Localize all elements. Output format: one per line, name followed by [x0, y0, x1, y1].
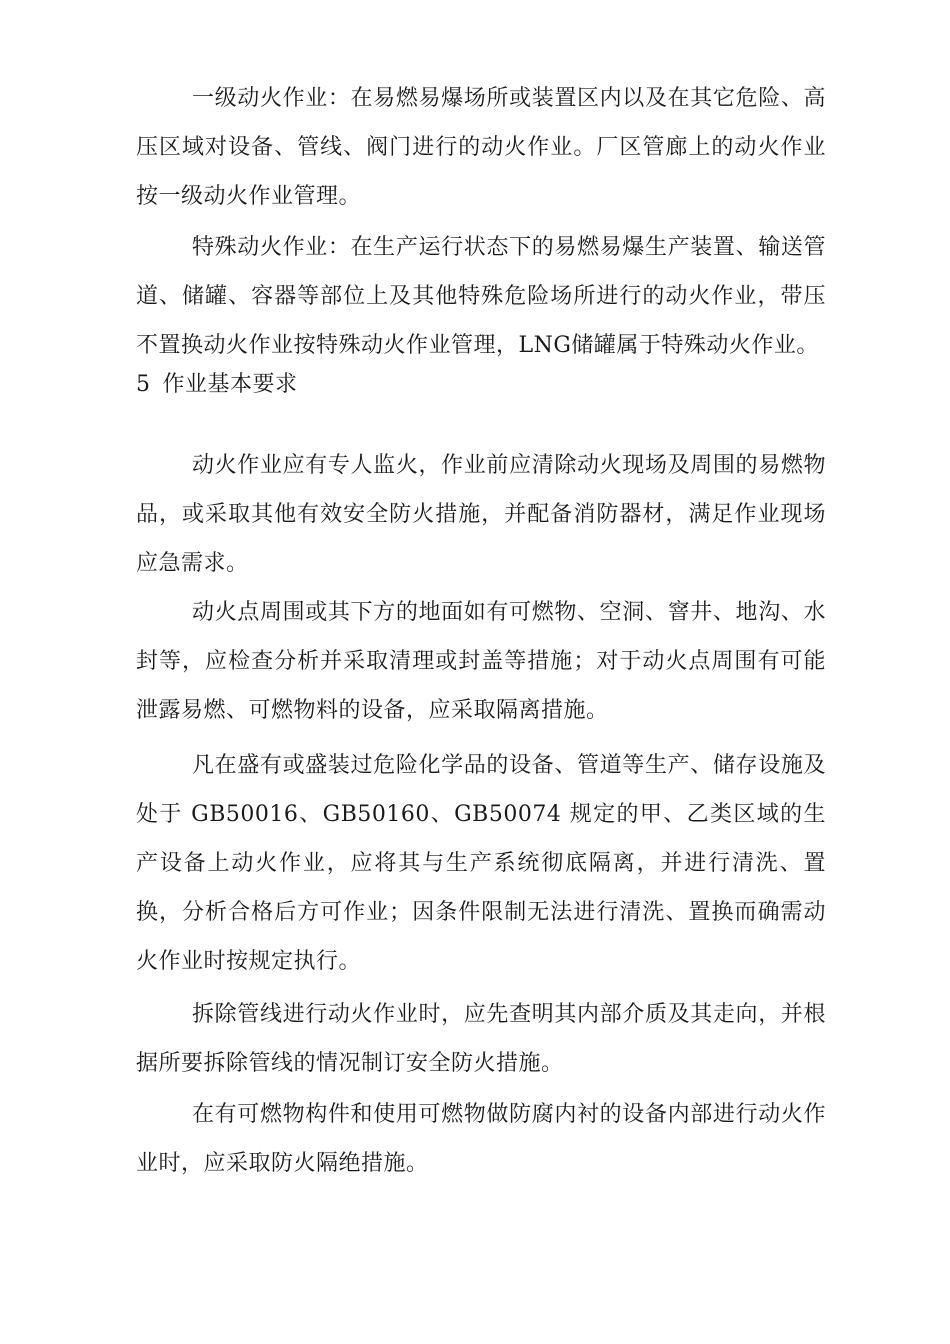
- paragraph-hazardous-equipment: 凡在盛有或盛装过危险化学品的设备、管道等生产、储存设施及处于 GB50016、GB50160、GB50074 规定的甲、乙类区域的生产设备上动火作业，应将其与生产系统彻底隔离，并进行清洗、置换，分析合格后方可作业；因条件限制无法进行清洗、置换而确需动火作业时按规定执行。: [136, 753, 826, 974]
- paragraph-special-hot-work: 特殊动火作业：在生产运行状态下的易燃易爆生产装置、输送管道、储罐、容器等部位上及其他特殊危险场所进行的动火作业，带压不置换动火作业按特殊动火作业管理，LNG储罐属于特殊动火作业。: [136, 235, 826, 358]
- paragraph-pipeline-removal: 拆除管线进行动火作业时，应先查明其内部介质及其走向，并根据所要拆除管线的情况制订安全防火措施。: [136, 1002, 826, 1076]
- paragraph-ground-check: 动火点周围或其下方的地面如有可燃物、空洞、窨井、地沟、水封等，应检查分析并采取清理或封盖等措施；对于动火点周围有可能泄露易燃、可燃物料的设备，应采取隔离措施。: [136, 600, 826, 723]
- section-heading: [136, 370, 826, 400]
- paragraph-fire-watch: 动火作业应有专人监火，作业前应清除动火现场及周围的易燃物品，或采取其他有效安全防火措施，并配备消防器材，满足作业现场应急需求。: [136, 453, 826, 576]
- section-title: 作业基本要求: [162, 372, 298, 397]
- paragraph-combustible-lining: 在有可燃物构件和使用可燃物做防腐内衬的设备内部进行动火作业时，应采取防火隔绝措施。: [136, 1102, 826, 1176]
- section-number: 5: [136, 372, 151, 397]
- paragraph-level-one-hot-work: 一级动火作业：在易燃易爆场所或装置区内以及在其它危险、高压区域对设备、管线、阀门进行的动火作业。厂区管廊上的动火作业按一级动火作业管理。: [136, 86, 826, 209]
